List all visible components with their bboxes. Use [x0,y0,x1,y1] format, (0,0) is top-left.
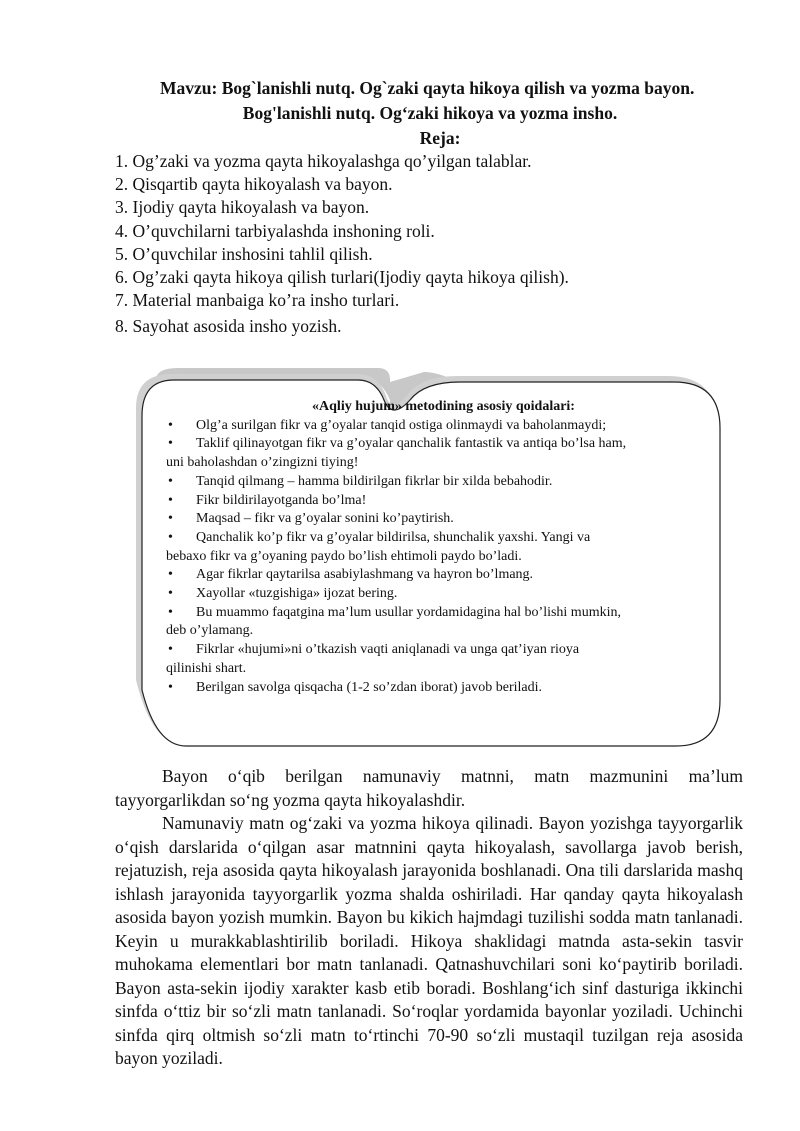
rule-item [166,473,711,492]
bullet-icon: • [168,492,173,508]
plan-item: 3. Ijodiy qayta hikoyalash va bayon. [115,197,370,218]
rule-text: Bu muammo faqatgina ma’lum usullar yordamidagina hal bo’lishi mumkin, [196,604,621,620]
rule-text: Xayollar «tuzgishiga» ijozat bering. [196,586,398,602]
bullet-icon: • [168,436,173,452]
body-text [115,765,743,1071]
paragraph: Bayon o‘qib berilgan namunaviy matnni, matn mazmunini ma’lum tayyorgarlikdan so‘ng yozma qayta hikoyalashdir. [115,766,743,810]
rule-text-continued: deb o’ylamang. [166,623,254,639]
rule-item [166,435,711,472]
rule-item [166,641,711,678]
rule-item [166,604,711,641]
plan-item: 1. Og’zaki va yozma qayta hikoyalashga qo’yilgan talablar. [115,151,532,171]
bullet-icon: • [168,473,173,489]
rule-text: Fikrlar «hujumi»ni o’tkazish vaqti aniqlanadi va unga qat’iyan rioya [196,642,580,658]
plan-item: 2. Qisqartib qayta hikoyalash va bayon. [115,174,393,195]
bullet-icon: • [168,529,173,545]
plan-item: 8. Sayohat asosida insho yozish. [115,316,342,337]
topic-title: Mavzu: Bog`lanishli nutq. Og`zaki qayta hikoya qilish va yozma bayon. [160,78,695,98]
topic-subtitle: Bog'lanishli nutq. Og‘zaki hikoya va yozma insho. [242,103,618,123]
bullet-icon: • [168,642,173,658]
plan-item: 4. O’quvchilarni tarbiyalashda inshoning roli. [115,220,435,241]
rule-text: Agar fikrlar qaytarilsa asabiylashmang va hayron bo’lmang. [196,567,534,583]
plan-item: 6. Og’zaki qayta hikoya qilish turlari(Ijodiy qayta hikoya qilish). [115,267,569,288]
rule-text: Qanchalik ko’p fikr va g’oyalar bildirilsa, shunchalik yaxshi. Yangi va [196,529,591,545]
rule-text: Fikr bildirilayotganda bo’lma! [196,492,367,508]
bullet-icon: • [168,511,173,527]
rule-text: Olg’a surilgan fikr va g’oyalar tanqid ostiga olinmaydi va baholanmaydi; [196,417,607,433]
rule-text-continued: qilinishi shart. [166,660,247,676]
plan-list [115,150,569,339]
plan-item: 5. O’quvchilar inshosini tahlil qilish. [115,243,373,264]
bullet-icon: • [168,586,173,602]
callout-heading: «Aqliy hujum» metodining asosiy qoidalari: [312,399,575,414]
rule-item [166,417,711,436]
rule-text-continued: bebaxo fikr va g’oyaning paydo bo’lish ehtimoli paydo bo’ladi. [166,548,522,564]
rule-text-continued: uni baholashdan o’zingizni tiying! [166,455,359,471]
bullet-icon: • [168,567,173,583]
rule-item [166,679,711,698]
brainstorm-rules-callout [128,360,728,760]
rule-item [166,529,711,566]
rule-text: Berilgan savolga qisqacha (1-2 so’zdan iborat) javob beriladi. [196,679,542,695]
plan-item: 7. Material manbaiga ko’ra insho turlari. [115,290,400,311]
bullet-icon: • [168,417,173,433]
rule-text: Taklif qilinayotgan fikr va g’oyalar qanchalik fantastik va antiqa bo’lsa ham, [196,436,627,452]
rule-text: Maqsad – fikr va g’oyalar sonini ko’paytirish. [196,511,454,527]
rule-item [166,492,711,511]
rule-item [166,585,711,604]
rule-text: Tanqid qilmang – hamma bildirilgan fikrlar bir xilda bebahodir. [196,473,553,489]
bullet-icon: • [168,604,173,620]
bullet-icon: • [168,679,173,695]
plan-heading: Reja: [419,128,461,148]
paragraph: Namunaviy matn og‘zaki va yozma hikoya qilinadi. Bayon yozishga tayyorgarlik o‘qish darslarida o‘qilgan asar matnnini qayta hikoyalash, savollarga javob berish, rejatuzish, reja asosida qayta hikoyalash jarayonida boshlanadi. Ona tili darslarida mashq ishlash jarayonida tayyorgarlik yozma shalda oshiriladi. Har qanday qayta hikoyalash asosida bayon yozish mumkin. Bayon bu kikich hajmdagi tuzilishi sodda matn tanlanadi. Keyin u murakkablashtirilib boriladi. Hikoya shaklidagi matnda asta-sekin tasvir muhokama elementlari bor matn tanlanadi. Qatnashuvchilari soni ko‘paytirib boriladi. Bayon asta-sekin ijodiy xarakter kasb etib boradi. Boshlang‘ich sinf dasturiga ikkinchi sinfda o‘ttiz bir so‘zli matn tanlanadi. So‘roqlar yordamida bayonlar yoziladi. Uchinchi sinfda qirq oltmish so‘zli matn to‘rtinchi 70-90 so‘zli mustaqil tuzilgan reja asosida bayon yoziladi. [115,813,743,1068]
rule-item [166,510,711,529]
rule-item [166,566,711,585]
